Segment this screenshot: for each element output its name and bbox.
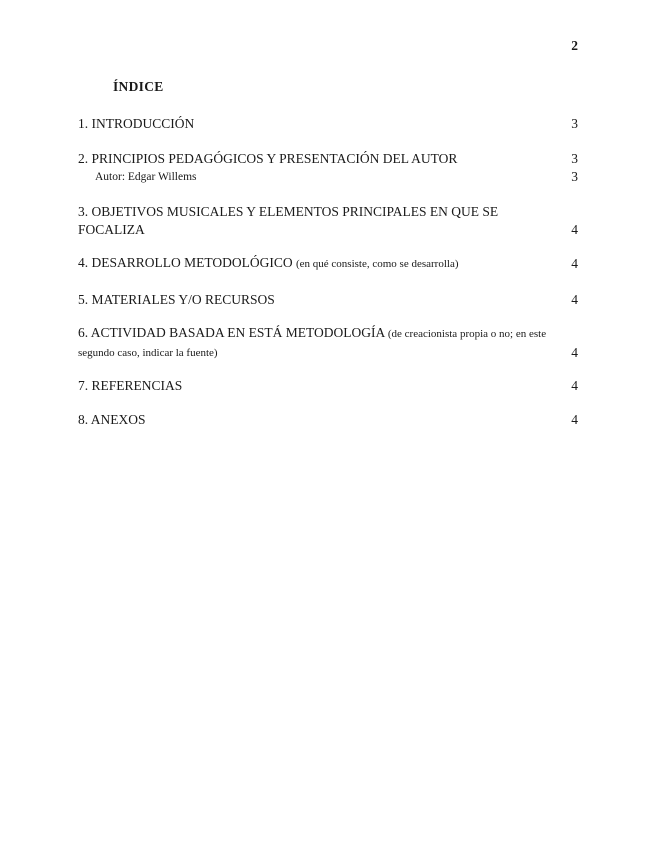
toc-entry-page-number: 4 — [571, 292, 578, 307]
toc-entry-introduccion — [78, 115, 578, 133]
toc-entry-label: 8. ANEXOS — [78, 412, 146, 427]
toc-entry-referencias — [78, 377, 578, 395]
toc-entry-objetivos — [78, 203, 578, 239]
toc-entry-materiales — [78, 291, 578, 309]
toc-entry-page-number: 3 — [571, 169, 578, 184]
header-page-number: 2 — [571, 38, 578, 53]
toc-entry-label: 1. INTRODUCCIÓN — [78, 116, 195, 131]
toc-entry-note: (de creacionista propia o no; en este segundo caso, indicar la fuente) — [78, 328, 547, 359]
toc-entry-page-number: 4 — [571, 412, 578, 427]
toc-entry-note: (en qué consiste, como se desarrolla) — [296, 258, 459, 270]
toc-entry-page-number: 4 — [571, 256, 578, 271]
toc-entry-label: 3. OBJETIVOS MUSICALES Y ELEMENTOS PRINCIPALES EN QUE SE FOCALIZA — [78, 204, 499, 237]
page-title: ÍNDICE — [113, 79, 164, 94]
toc-entry-label — [78, 254, 564, 273]
toc-entry-page-number: 3 — [571, 151, 578, 166]
toc-entry-principios — [78, 150, 578, 168]
table-of-contents — [78, 78, 578, 429]
toc-entry-label-main: 6. ACTIVIDAD BASADA EN ESTÁ METODOLOGÍA — [78, 325, 385, 340]
toc-entry-label: 5. MATERIALES Y/O RECURSOS — [78, 292, 275, 307]
toc-entry-actividad — [78, 324, 578, 362]
toc-entry-label — [78, 324, 564, 362]
toc-entry-page-number: 4 — [571, 345, 578, 360]
toc-entry-page-number: 4 — [571, 222, 578, 237]
toc-entry-anexos — [78, 411, 578, 429]
toc-subentry-label: Autor: Edgar Willems — [95, 171, 197, 183]
toc-entry-page-number: 4 — [571, 378, 578, 393]
toc-subentry-autor — [78, 168, 578, 186]
toc-entry-page-number: 3 — [571, 116, 578, 131]
toc-entry-label: 7. REFERENCIAS — [78, 378, 183, 393]
toc-entry-desarrollo — [78, 254, 578, 273]
toc-entry-label-main: 4. DESARROLLO METODOLÓGICO — [78, 255, 293, 270]
toc-entry-label: 2. PRINCIPIOS PEDAGÓGICOS Y PRESENTACIÓN DEL AUTOR — [78, 151, 458, 166]
